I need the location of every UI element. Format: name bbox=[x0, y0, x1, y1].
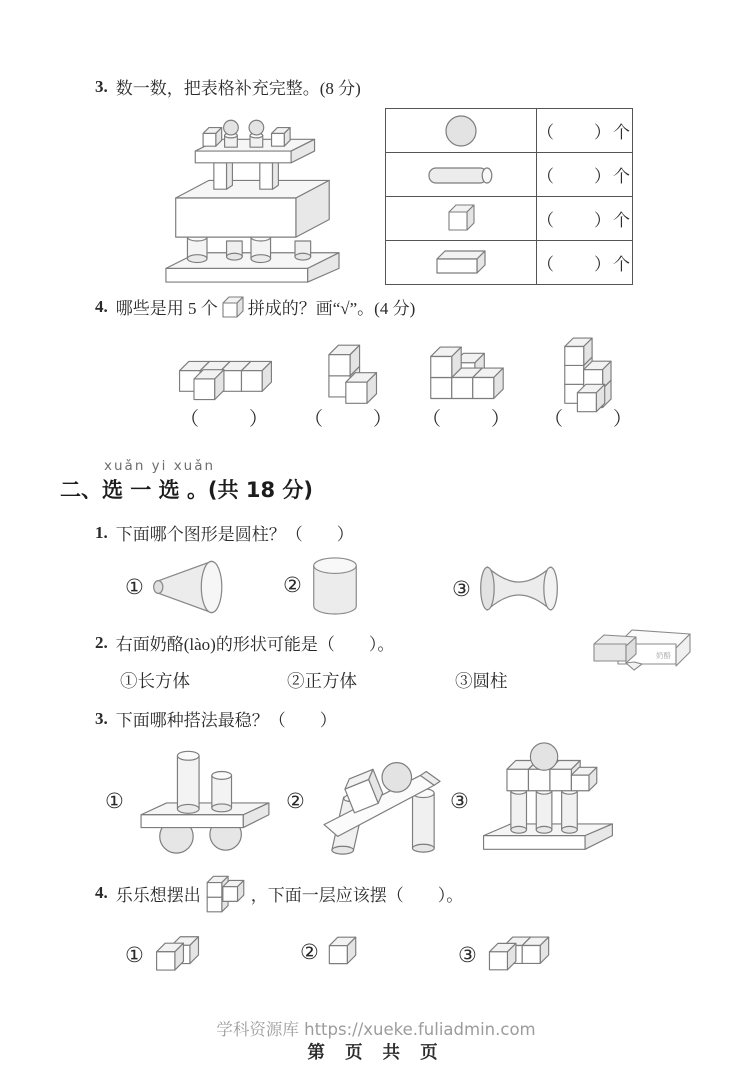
q2-option-1[interactable]: ①长方体 bbox=[120, 671, 190, 691]
question-4-number: 4. bbox=[95, 296, 108, 316]
answer-blank[interactable]: （ ）个 bbox=[536, 153, 632, 196]
answer-blank[interactable]: （ ） bbox=[303, 409, 396, 430]
structure-1-figure bbox=[128, 742, 278, 860]
option-3-mark: ③ bbox=[452, 576, 471, 601]
q3-option-1[interactable] bbox=[105, 742, 278, 860]
count-table bbox=[385, 108, 633, 285]
cylinder-figure bbox=[306, 552, 364, 618]
cheese-label-text: 奶酪 bbox=[656, 651, 671, 660]
cuboid-icon bbox=[386, 241, 536, 284]
option-1-mark: ① bbox=[125, 575, 144, 599]
q3-option-2[interactable] bbox=[286, 742, 459, 860]
q4-option-2[interactable] bbox=[300, 932, 361, 972]
q2-option-2[interactable]: ②正方体 bbox=[287, 671, 357, 691]
question-3-line bbox=[95, 74, 361, 99]
question-3b-number: 3. bbox=[95, 708, 108, 728]
section-2-prefix: 二、 bbox=[60, 478, 102, 502]
question-1-number: 1. bbox=[95, 522, 108, 542]
question-4-line bbox=[95, 294, 415, 319]
q1-option-1[interactable] bbox=[125, 556, 230, 618]
structure-3-figure bbox=[473, 740, 621, 862]
option-1-mark: ① bbox=[125, 943, 144, 967]
option-3-mark: ③ bbox=[450, 789, 469, 813]
option-3-mark: ③ bbox=[458, 943, 477, 967]
answer-blank[interactable]: （ ）个 bbox=[536, 241, 632, 284]
question-2-number: 2. bbox=[95, 632, 108, 652]
option-2-mark: ② bbox=[283, 573, 302, 597]
question-2-line bbox=[95, 630, 394, 655]
question-4b-text-after: ，下面一层应该摆（ ）。 bbox=[250, 885, 464, 905]
option-2-mark: ② bbox=[300, 940, 319, 964]
cone-figure bbox=[148, 556, 230, 618]
q1-option-3[interactable] bbox=[452, 560, 563, 617]
question-4-text-after: 拼成的？画“√”。(4 分) bbox=[247, 299, 416, 318]
q4-option-1-figure bbox=[148, 932, 206, 978]
question-2-text: 右面奶酪(lào)的形状可能是（ ）。 bbox=[115, 635, 395, 654]
q4-option-3-figure bbox=[481, 932, 555, 978]
q4-option-1[interactable] bbox=[125, 932, 206, 978]
option-1-mark: ① bbox=[105, 789, 124, 813]
cube-icon bbox=[220, 295, 246, 319]
section-2-word: 选 一 选 bbox=[102, 478, 187, 502]
table-row bbox=[386, 152, 632, 196]
pinyin-annotation: xuǎn yi xuǎn bbox=[104, 458, 216, 474]
question-3-number: 3. bbox=[95, 76, 108, 96]
diabolo-figure bbox=[475, 560, 563, 617]
q4-option-3[interactable] bbox=[458, 932, 555, 978]
question-4-text-before: 哪些是用 5 个 bbox=[115, 299, 218, 318]
block-structure-figure bbox=[156, 110, 346, 286]
answer-blank[interactable]: （ ） bbox=[421, 409, 514, 430]
question-3b-text: 下面哪种搭法最稳？（ ） bbox=[115, 711, 337, 730]
section-2-title bbox=[60, 474, 313, 504]
question-3b-line bbox=[95, 706, 337, 731]
question-3-text: 数一数，把表格补充完整。(8 分) bbox=[115, 79, 361, 98]
option-2-mark: ② bbox=[286, 789, 305, 813]
section-2-suffix: 。(共 18 分) bbox=[186, 478, 313, 502]
question-1-line bbox=[95, 520, 354, 545]
question-1-text: 下面哪个图形是圆柱？（ ） bbox=[115, 525, 354, 544]
cheese-box-figure bbox=[588, 618, 693, 680]
sphere-icon bbox=[386, 109, 536, 152]
table-row bbox=[386, 196, 632, 240]
q1-option-2[interactable] bbox=[283, 552, 364, 618]
question-4b-number: 4. bbox=[95, 883, 108, 902]
footer-site-link[interactable]: 学科资源库 https://xueke.fuliadmin.com bbox=[216, 1020, 536, 1039]
footer-page-info: 第 页 共 页 bbox=[307, 1043, 445, 1063]
arrangement-3-figure bbox=[420, 346, 515, 409]
table-row bbox=[386, 240, 632, 284]
q3-option-3[interactable] bbox=[450, 740, 621, 862]
cylinder-icon bbox=[386, 153, 536, 196]
cube-icon bbox=[386, 197, 536, 240]
answer-blank[interactable]: （ ） bbox=[543, 409, 636, 430]
structure-2-figure bbox=[309, 742, 459, 860]
question-4b-line bbox=[95, 872, 463, 914]
target-shape-figure bbox=[203, 872, 249, 914]
q4-option-2-figure bbox=[323, 932, 361, 972]
answer-blank[interactable]: （ ） bbox=[179, 409, 272, 430]
table-row bbox=[386, 109, 632, 152]
question-4b-text-before: 乐乐想摆出 bbox=[115, 885, 201, 905]
q2-option-3[interactable]: ③圆柱 bbox=[455, 671, 508, 691]
arrangement-1-figure bbox=[168, 348, 284, 412]
answer-blank[interactable]: （ ）个 bbox=[536, 109, 632, 152]
answer-blank[interactable]: （ ）个 bbox=[536, 197, 632, 240]
